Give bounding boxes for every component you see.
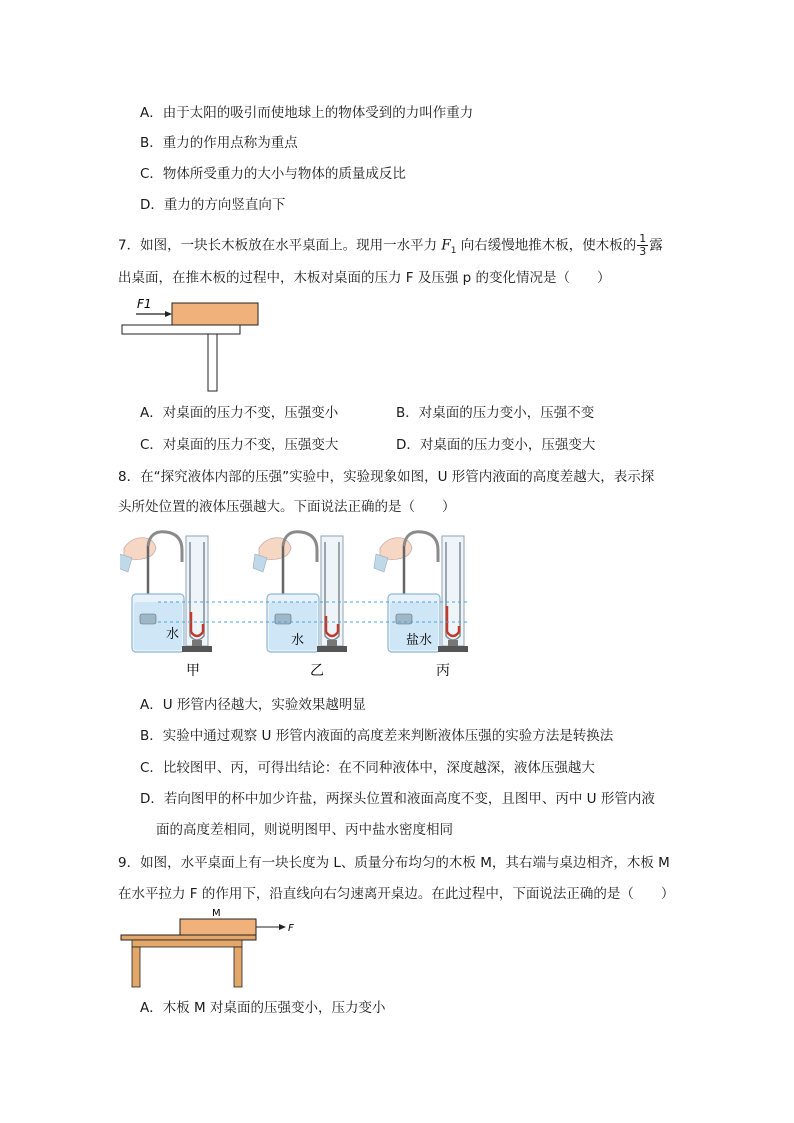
q7-force-symbol: F — [441, 237, 451, 254]
q9-stem-line1: 9．如图，水平桌面上有一块长度为 L、质量分布均匀的木板 M，其右端与桌边相齐，木板 M — [118, 855, 670, 871]
q6-option-d: D．重力的方向竖直向下 — [140, 197, 286, 213]
q7-board — [172, 303, 258, 325]
q7-fraction-numerator: 1 — [639, 232, 647, 245]
liquid-label-jia: 水 — [166, 627, 180, 642]
q7-stem-line1 — [118, 233, 663, 261]
q7-force-subscript: 1 — [450, 246, 457, 257]
q7-fraction-denominator: 3 — [639, 245, 647, 258]
q7-option-b: B．对桌面的压力变小，压强不变 — [396, 405, 595, 421]
q7-fraction — [637, 233, 648, 258]
q7-force-label: F1 — [137, 297, 152, 311]
q7-stem-line2: 出桌面，在推木板的过程中，木板对桌面的压力 F 及压强 p 的变化情况是（ ） — [118, 270, 611, 286]
q8-option-d: D．若向图甲的杯中加少许盐，两探头位置和液面高度不变，且图甲、丙中 U 形管内液 — [140, 791, 655, 807]
q8-option-b: B．实验中通过观察 U 形管内液面的高度差来判断液体压强的实验方法是转换法 — [140, 728, 614, 744]
q6-option-b: B．重力的作用点称为重点 — [140, 135, 298, 151]
q9-board-label: M — [212, 908, 221, 919]
caption-jia: 甲 — [186, 663, 200, 679]
q8-option-a: A．U 形管内径越大，实验效果越明显 — [140, 697, 366, 713]
q7-stem-part-b: 向右缓慢地推木板，使木板的 — [456, 237, 637, 254]
q8-figure — [120, 528, 490, 688]
liquid-label-yi: 水 — [291, 633, 305, 648]
q8-option-d-continued: 面的高度差相同，则说明图甲、丙中盐水密度相同 — [156, 822, 453, 838]
q7-option-c: C．对桌面的压力不变，压强变大 — [140, 437, 339, 453]
q9-option-a: A．木板 M 对桌面的压强变小，压力变小 — [140, 1000, 386, 1016]
q7-table-top — [122, 325, 240, 334]
q7-option-a: A．对桌面的压力不变，压强变小 — [140, 405, 339, 421]
liquid-label-bing: 盐水 — [406, 633, 433, 648]
caption-yi: 乙 — [310, 663, 324, 679]
q9-arrow-head — [279, 924, 286, 930]
q8-option-c: C．比较图甲、丙，可得出结论：在不同种液体中，深度越深，液体压强越大 — [140, 760, 595, 776]
q7-stem-part-c: 露 — [649, 237, 663, 254]
q7-option-d: D．对桌面的压力变小，压强变大 — [396, 437, 596, 453]
q9-table-leg-right — [234, 947, 242, 987]
q6-option-c: C．物体所受重力的大小与物体的质量成反比 — [140, 166, 406, 182]
q9-stem-line2: 在水平拉力 F 的作用下，沿直线向右匀速离开桌边。在此过程中，下面说法正确的是（ ） — [118, 886, 675, 902]
q9-table-apron — [132, 940, 242, 947]
q8-stem-line2: 头所处位置的液体压强越大。下面说法正确的是（ ） — [118, 499, 456, 515]
q6-option-a: A．由于太阳的吸引而使地球上的物体受到的力叫作重力 — [140, 105, 474, 121]
q9-figure — [118, 905, 308, 990]
q9-table-leg-left — [132, 947, 140, 987]
q7-stem-part-a: 7．如图，一块长木板放在水平桌面上。现用一水平力 — [118, 237, 442, 254]
q7-arrow-head — [165, 311, 172, 317]
q9-table-top — [121, 935, 256, 940]
q9-force-label: F — [288, 923, 294, 934]
q7-figure — [120, 295, 270, 395]
q9-board — [180, 919, 256, 935]
q7-table-leg — [208, 334, 217, 391]
caption-bing: 丙 — [436, 663, 450, 679]
q8-stem-line1: 8．在“探究液体内部的压强”实验中，实验现象如图，U 形管内液面的高度差越大，表示探 — [118, 469, 655, 485]
